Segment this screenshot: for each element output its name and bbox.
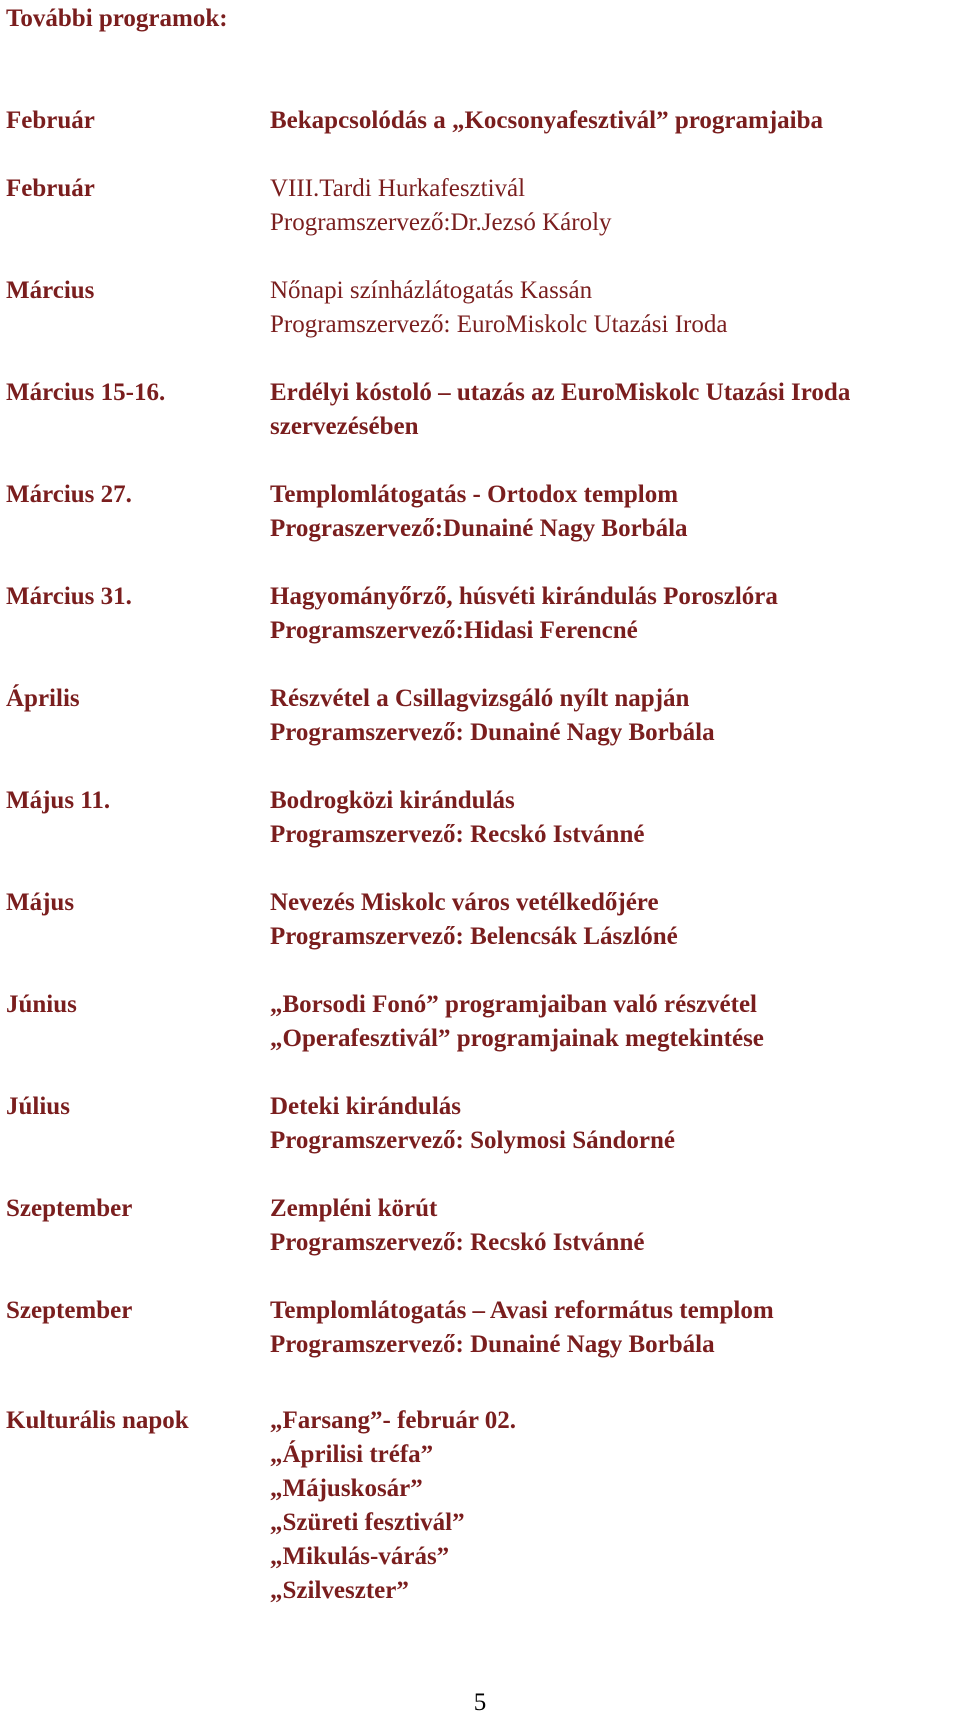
program-line: VIII.Tardi Hurkafesztivál — [270, 175, 526, 202]
page-title: További programok: — [6, 5, 228, 32]
cultural-day-item: „Áprilisi tréfa” — [270, 1441, 434, 1468]
program-description — [270, 682, 960, 750]
program-date: Július — [6, 1093, 70, 1120]
program-line: Programszervező: Recskó Istvánné — [270, 821, 645, 848]
program-description — [270, 1192, 960, 1260]
program-description — [270, 1090, 960, 1158]
program-date: Március 27. — [6, 481, 132, 508]
program-date: Március 31. — [6, 583, 132, 610]
program-line: Prograszervező:Dunainé Nagy Borbála — [270, 515, 688, 542]
program-description — [270, 886, 960, 954]
program-description — [270, 1294, 960, 1362]
program-date: Március 15-16. — [6, 379, 166, 406]
program-date: Március — [6, 277, 95, 304]
program-line: Programszervező: Recskó Istvánné — [270, 1229, 645, 1256]
program-description — [270, 376, 960, 444]
program-date: Február — [6, 175, 95, 202]
program-line: Erdélyi kóstoló – utazás az EuroMiskolc Utazási Iroda — [270, 379, 851, 406]
cultural-day-item: „Farsang”- február 02. — [270, 1407, 517, 1434]
program-date: Május 11. — [6, 787, 111, 814]
program-date: Szeptember — [6, 1195, 133, 1222]
program-date: Február — [6, 107, 95, 134]
program-line: Részvétel a Csillagvizsgáló nyílt napján — [270, 685, 690, 712]
program-line: Templomlátogatás – Avasi református templom — [270, 1297, 774, 1324]
cultural-day-item: „Májuskosár” — [270, 1475, 423, 1502]
program-line: Deteki kirándulás — [270, 1093, 462, 1120]
program-line: Programszervező: EuroMiskolc Utazási Iroda — [270, 311, 728, 338]
program-line: Zempléni körút — [270, 1195, 438, 1222]
cultural-days-list — [270, 1404, 960, 1608]
program-line: Programszervező:Dr.Jezsó Károly — [270, 209, 612, 236]
cultural-day-item: „Szüreti fesztivál” — [270, 1509, 465, 1536]
program-line: Bekapcsolódás a „Kocsonyafesztivál” programjaiba — [270, 107, 824, 134]
program-description — [270, 478, 960, 546]
program-description — [270, 580, 960, 648]
program-line: Programszervező:Hidasi Ferencné — [270, 617, 638, 644]
program-date: Június — [6, 991, 77, 1018]
program-line: Programszervező: Belencsák Lászlóné — [270, 923, 678, 950]
program-description — [270, 274, 960, 342]
program-line: Nőnapi színházlátogatás Kassán — [270, 277, 593, 304]
program-date: Május — [6, 889, 75, 916]
program-description — [270, 784, 960, 852]
program-line: Hagyományőrző, húsvéti kirándulás Poroszlóra — [270, 583, 778, 610]
program-line: Programszervező: Dunainé Nagy Borbála — [270, 1331, 715, 1358]
program-line: szervezésében — [270, 413, 419, 440]
program-line: Templomlátogatás - Ortodox templom — [270, 481, 679, 508]
program-description — [270, 172, 960, 240]
page-number: 5 — [473, 1689, 487, 1716]
program-line: „Operafesztivál” programjainak megtekintése — [270, 1025, 764, 1052]
cultural-days-label: Kulturális napok — [6, 1407, 189, 1434]
program-line: Programszervező: Dunainé Nagy Borbála — [270, 719, 715, 746]
program-line: Bodrogközi kirándulás — [270, 787, 515, 814]
program-line: Nevezés Miskolc város vetélkedőjére — [270, 889, 659, 916]
program-description — [270, 104, 960, 138]
cultural-day-item: „Szilveszter” — [270, 1577, 409, 1604]
program-date: Szeptember — [6, 1297, 133, 1324]
program-line: Programszervező: Solymosi Sándorné — [270, 1127, 676, 1154]
cultural-day-item: „Mikulás-várás” — [270, 1543, 450, 1570]
program-date: Április — [6, 685, 80, 712]
program-line: „Borsodi Fonó” programjaiban való részvétel — [270, 991, 757, 1018]
program-description — [270, 988, 960, 1056]
